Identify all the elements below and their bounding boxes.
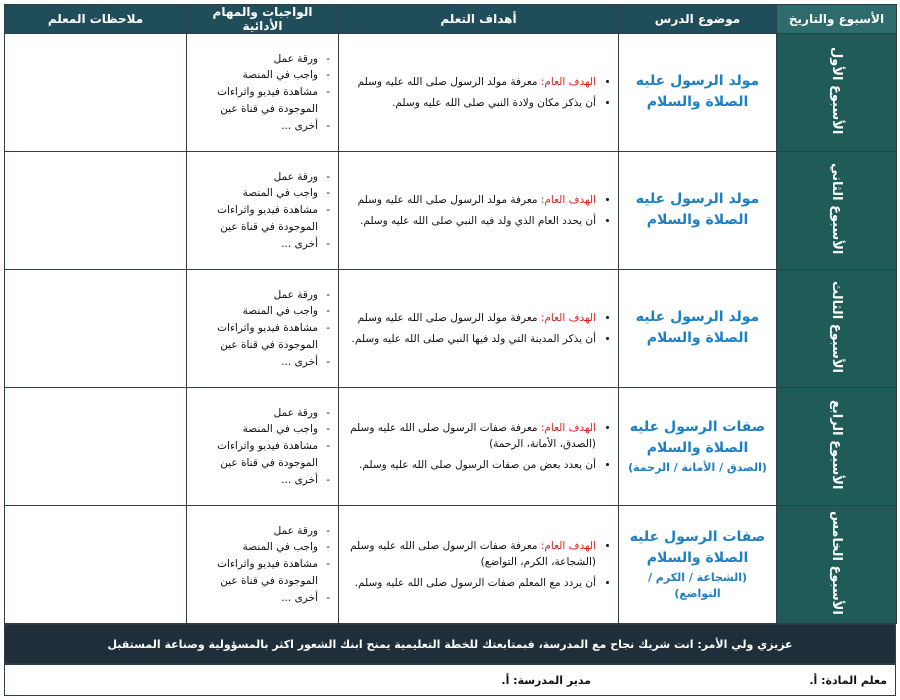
tasks-list bbox=[193, 51, 332, 135]
tasks-cell bbox=[187, 152, 339, 270]
goals-list bbox=[345, 538, 612, 591]
task-item: - واجب في المنصة bbox=[193, 67, 318, 84]
lesson-topic-sub: (الصدق / الأمانة / الرحمة) bbox=[628, 460, 767, 474]
tasks-cell bbox=[187, 388, 339, 506]
goal-general bbox=[345, 310, 596, 326]
task-item: - ورقة عمل bbox=[193, 287, 318, 304]
week-label: الأسبوع الثاني bbox=[829, 162, 844, 255]
goal-general bbox=[345, 420, 596, 453]
teacher-notes-cell[interactable] bbox=[5, 34, 187, 152]
goal-prefix: الهدف العام: bbox=[540, 76, 596, 89]
signature-blank bbox=[5, 665, 283, 695]
task-item: - أخرى ... bbox=[193, 472, 318, 489]
week-row bbox=[5, 152, 897, 270]
header-tasks: الواجبات والمهام الأدائية bbox=[187, 5, 339, 34]
tasks-list bbox=[193, 523, 332, 607]
lesson-topic: صفات الرسول عليه الصلاة والسلام bbox=[629, 529, 766, 566]
task-item: - أخرى ... bbox=[193, 236, 318, 253]
week-label: الأسبوع الثالث bbox=[829, 280, 844, 373]
tasks-list bbox=[193, 405, 332, 489]
tasks-cell bbox=[187, 270, 339, 388]
signature-row bbox=[4, 664, 896, 696]
teacher-notes-cell[interactable] bbox=[5, 388, 187, 506]
week-row bbox=[5, 34, 897, 152]
task-item: - ورقة عمل bbox=[193, 169, 318, 186]
task-item: - ورقة عمل bbox=[193, 523, 318, 540]
task-item: - واجب في المنصة bbox=[193, 421, 318, 438]
learning-goals-cell bbox=[339, 388, 619, 506]
lesson-topic: مولد الرسول عليه الصلاة والسلام bbox=[635, 73, 760, 110]
goal-specific: • أن يحدد العام الذي ولد فيه النبي صلى الله عليه وسلم. bbox=[345, 213, 596, 229]
goal-specific: • أن يذكر مكان ولادة النبي صلى الله عليه وسلم. bbox=[345, 95, 596, 111]
teacher-notes-cell[interactable] bbox=[5, 270, 187, 388]
learning-goals-cell bbox=[339, 152, 619, 270]
goal-main: معرفة مولد الرسول صلى الله عليه وسلم bbox=[357, 76, 541, 89]
goal-specific: • أن يعدد بعض من صفات الرسول صلى الله عليه وسلم. bbox=[345, 457, 596, 473]
header-goals: أهداف التعلم bbox=[339, 5, 619, 34]
learning-goals-cell bbox=[339, 34, 619, 152]
lesson-topic-cell bbox=[619, 270, 777, 388]
task-item: - واجب في المنصة bbox=[193, 185, 318, 202]
goals-list bbox=[345, 420, 612, 473]
week-label-cell bbox=[777, 270, 897, 388]
task-item: - مشاهدة فيديو واثراءات الموجودة في قناة عين bbox=[193, 438, 318, 472]
task-item: - ورقة عمل bbox=[193, 51, 318, 68]
week-row bbox=[5, 388, 897, 506]
goal-general bbox=[345, 74, 596, 90]
task-item: - واجب في المنصة bbox=[193, 539, 318, 556]
goal-prefix: الهدف العام: bbox=[540, 422, 596, 435]
task-item: - مشاهدة فيديو واثراءات الموجودة في قناة عين bbox=[193, 84, 318, 118]
tasks-list bbox=[193, 287, 332, 371]
week-row bbox=[5, 270, 897, 388]
goal-specific: • أن يردد مع المعلم صفات الرسول صلى الله عليه وسلم. bbox=[345, 575, 596, 591]
tasks-cell bbox=[187, 34, 339, 152]
lesson-topic-cell bbox=[619, 388, 777, 506]
goal-general bbox=[345, 538, 596, 571]
week-label-cell bbox=[777, 388, 897, 506]
learning-goals-cell bbox=[339, 270, 619, 388]
goal-main: معرفة صفات الرسول صلى الله عليه وسلم (الشجاعة، الكرم، التواضع) bbox=[350, 540, 596, 569]
lesson-topic: مولد الرسول عليه الصلاة والسلام bbox=[635, 309, 760, 346]
parent-message-banner bbox=[4, 624, 896, 664]
goal-main: معرفة صفات الرسول صلى الله عليه وسلم (الصدق، الأمانة، الرحمة) bbox=[350, 422, 596, 451]
table-body bbox=[5, 34, 897, 624]
task-item: - مشاهدة فيديو واثراءات الموجودة في قناة عين bbox=[193, 202, 318, 236]
learning-goals-cell bbox=[339, 506, 619, 624]
goal-prefix: الهدف العام: bbox=[540, 194, 596, 207]
goal-main: معرفة مولد الرسول صلى الله عليه وسلم bbox=[357, 194, 541, 207]
goal-prefix: الهدف العام: bbox=[540, 540, 596, 553]
parent-message: عزيزي ولي الأمر: انت شريك نجاح مع المدرسة، فبمتابعتك للخطة التعليمية يمنح ابنك الشعور اكثر بالمسؤولية وصناعة المستقبل bbox=[107, 637, 793, 651]
goals-list bbox=[345, 74, 612, 111]
school-principal-signature: مدير المدرسة: أ. bbox=[501, 673, 591, 687]
subject-teacher-signature: معلم المادة: أ. bbox=[809, 673, 887, 687]
week-label: الأسبوع الخامس bbox=[829, 510, 844, 615]
goals-list bbox=[345, 310, 612, 347]
goals-list bbox=[345, 192, 612, 229]
task-item: - أخرى ... bbox=[193, 118, 318, 135]
lesson-topic-sub: (الشجاعة / الكرم / التواضع) bbox=[647, 570, 748, 600]
task-item: - ورقة عمل bbox=[193, 405, 318, 422]
teacher-notes-cell[interactable] bbox=[5, 506, 187, 624]
goal-general bbox=[345, 192, 596, 208]
task-item: - أخرى ... bbox=[193, 354, 318, 371]
lesson-topic-cell bbox=[619, 34, 777, 152]
goal-main: معرفة مولد الرسول صلى الله عليه وسلم bbox=[357, 312, 541, 325]
lesson-topic: صفات الرسول عليه الصلاة والسلام bbox=[629, 419, 766, 456]
week-label-cell bbox=[777, 152, 897, 270]
lesson-topic-cell bbox=[619, 506, 777, 624]
task-item: - مشاهدة فيديو واثراءات الموجودة في قناة عين bbox=[193, 556, 318, 590]
week-label-cell bbox=[777, 34, 897, 152]
lesson-topic-cell bbox=[619, 152, 777, 270]
tasks-cell bbox=[187, 506, 339, 624]
tasks-list bbox=[193, 169, 332, 253]
header-topic: موضوع الدرس bbox=[619, 5, 777, 34]
header-notes: ملاحظات المعلم bbox=[5, 5, 187, 34]
teacher-notes-cell[interactable] bbox=[5, 152, 187, 270]
weekly-plan-table bbox=[4, 4, 897, 624]
week-label: الأسبوع الأول bbox=[829, 46, 844, 135]
task-item: - أخرى ... bbox=[193, 590, 318, 607]
week-label: الأسبوع الرابع bbox=[829, 399, 844, 490]
table-header-row bbox=[5, 5, 897, 34]
goal-specific: • أن يذكر المدينة التي ولد فيها النبي صلى الله عليه وسلم. bbox=[345, 331, 596, 347]
header-week-date: الأسبوع والتاريخ bbox=[777, 5, 897, 34]
goal-prefix: الهدف العام: bbox=[540, 312, 596, 325]
lesson-topic: مولد الرسول عليه الصلاة والسلام bbox=[635, 191, 760, 228]
task-item: - واجب في المنصة bbox=[193, 303, 318, 320]
week-row bbox=[5, 506, 897, 624]
task-item: - مشاهدة فيديو واثراءات الموجودة في قناة عين bbox=[193, 320, 318, 354]
week-label-cell bbox=[777, 506, 897, 624]
